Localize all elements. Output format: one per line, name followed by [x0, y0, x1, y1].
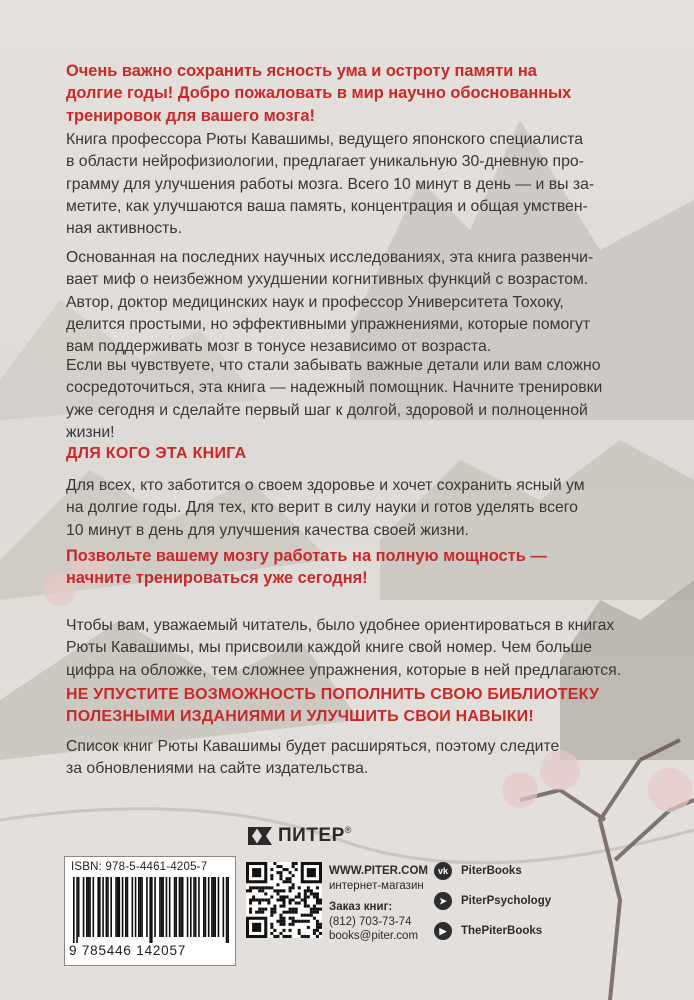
publisher-logo — [246, 823, 351, 849]
order-email[interactable]: books@piter.com — [329, 930, 419, 942]
barcode-bar — [180, 877, 182, 937]
barcode-bar — [218, 877, 220, 937]
barcode-bar — [190, 877, 192, 937]
barcode-bar — [117, 877, 119, 937]
barcode-bar — [154, 877, 156, 937]
paragraph-audience: Для всех, кто заботится о своем здоровье и хочет сохранить ясный ум на долгие годы. Для тех, кто верит в силу науки и готов уделять всего 10 минут в день для улучшения качества своей жизни. — [66, 477, 585, 539]
barcode-bar — [83, 877, 85, 937]
paragraph-updates: Список книг Рюты Кавашимы будет расширяться, поэтому следите за обновлениями на сайте издательства. — [66, 738, 560, 778]
barcode-bar — [88, 877, 90, 937]
barcode-bar — [107, 877, 109, 937]
social-label: PiterBooks — [461, 865, 522, 877]
barcode-bar — [162, 877, 164, 937]
social-label: PiterPsychology — [461, 895, 552, 907]
barcode-bar — [227, 877, 229, 943]
barcode-bar — [86, 877, 88, 937]
youtube-icon: ▶ — [434, 922, 452, 940]
barcode-bar — [195, 877, 197, 937]
call-to-action: Позвольте вашему мозгу работать на полную мощность — начните тренироваться уже сегодня! — [66, 547, 547, 588]
library-highlight: НЕ УПУСТИТЕ ВОЗМОЖНОСТЬ ПОПОЛНИТЬ СВОЮ БИБЛИОТЕКУ ПОЛЕЗНЫМИ ИЗДАНИЯМИ И УЛУЧШИТЬ СВОИ НАВЫКИ! — [66, 686, 600, 726]
barcode-bar — [166, 877, 168, 937]
barcode-bar — [203, 877, 205, 937]
intro-highlight: Очень важно сохранить ясность ума и остроту памяти на долгие годы! Добро пожаловать в мир научно обоснованных тренировок для вашего мозга! — [66, 62, 572, 125]
barcode-bar — [205, 877, 207, 937]
barcode-bar — [193, 877, 195, 937]
barcode-bar — [119, 877, 121, 937]
barcode-bar — [115, 877, 117, 937]
telegram-icon: ➤ — [434, 892, 452, 910]
barcode-bar — [208, 877, 210, 937]
barcode-bar — [226, 877, 228, 943]
isbn-label: ISBN: 978-5-4461-4205-7 — [71, 861, 208, 873]
social-link-telegram[interactable] — [434, 892, 551, 910]
registered-mark: ® — [344, 825, 352, 835]
barcode-bar — [187, 877, 189, 937]
qr-code[interactable] — [246, 862, 322, 938]
barcode-bar — [179, 877, 181, 937]
barcode-bar — [106, 877, 108, 937]
barcode-bar — [76, 877, 78, 943]
barcode-bar — [174, 877, 176, 937]
barcode-bar — [151, 877, 153, 943]
order-label: Заказ книг: — [329, 901, 393, 913]
social-label: ThePiterBooks — [461, 925, 543, 937]
barcode-bar — [198, 877, 200, 937]
piter-logo-icon — [246, 825, 274, 847]
order-phone: (812) 703-73-74 — [329, 915, 412, 928]
barcode-bar — [99, 877, 101, 937]
barcode-bar — [110, 877, 112, 937]
barcode-bar — [149, 877, 151, 943]
vk-icon: vk — [434, 862, 452, 880]
barcode-bar — [141, 877, 143, 937]
barcode-bar — [182, 877, 184, 937]
audience-heading: ДЛЯ КОГО ЭТА КНИГА — [66, 445, 247, 462]
barcode-bar — [159, 877, 161, 937]
isbn-digits: 9 785446 142057 — [69, 943, 187, 958]
isbn-barcode-box — [64, 856, 236, 966]
social-link-youtube[interactable] — [434, 922, 542, 940]
barcode-bar — [161, 877, 163, 937]
barcode-bar — [73, 877, 75, 943]
barcode-bar — [93, 877, 95, 937]
barcode-bar — [127, 877, 129, 937]
social-link-vk[interactable] — [434, 862, 522, 880]
barcode-bar — [175, 877, 177, 937]
paragraph-about-book: Книга профессора Рюты Кавашимы, ведущего японского специалиста в области нейрофизиологии, предлагает уникальную 30-дневную про- грамму для улучшения работы мозга. Всего 10 минут в день — и вы за- метите, как улучшаются ваша память, концентрация и общая умствен- ная активность. — [66, 131, 595, 238]
barcode-bar — [214, 877, 216, 937]
barcode-graphic — [73, 877, 229, 943]
paragraph-numbering: Чтобы вам, уважаемый читатель, было удобнее ориентироваться в книгах Рюты Кавашимы, мы присвоили каждой книге свой номер. Чем больше цифра на обложке, тем сложнее упражнения, которые в ней предлагаются. — [66, 617, 622, 679]
barcode-bar — [140, 877, 142, 937]
barcode-bar — [135, 877, 137, 937]
barcode-bar — [169, 877, 171, 937]
publisher-info — [329, 864, 428, 944]
barcode-bar — [125, 877, 127, 937]
barcode-bar — [97, 877, 99, 937]
barcode-bar — [78, 877, 80, 937]
barcode-bar — [213, 877, 215, 937]
paragraph-research: Основанная на последних научных исследованиях, эта книга развенчи- вает миф о неизбежном ухудшении когнитивных функций с возрастом. Автор, доктор медицинских наук и профессор Университета Тохоку, делится простыми, но эффективными упражнениями, которые помогут вам поддерживать мозг в тонусе независимо от возраста. — [66, 249, 594, 356]
paragraph-helper: Если вы чувствуете, что стали забывать важные детали или вам сложно сосредоточиться, эта книга — надежный помощник. Начните тренировки уже сегодня и сделайте первый шаг к долгой, здоровой и полноценной жизни! — [66, 357, 603, 441]
barcode-bar — [211, 877, 213, 937]
barcode-bar — [122, 877, 124, 937]
publisher-name: ПИТЕР — [278, 825, 345, 846]
website-caption: интернет-магазин — [329, 879, 424, 892]
barcode-bar — [89, 877, 91, 937]
barcode-bar — [223, 877, 225, 937]
barcode-bar — [138, 877, 140, 937]
barcode-bar — [132, 877, 134, 937]
barcode-bar — [146, 877, 148, 937]
barcode-bar — [102, 877, 104, 937]
website-link[interactable]: WWW.PITER.COM — [329, 865, 429, 877]
